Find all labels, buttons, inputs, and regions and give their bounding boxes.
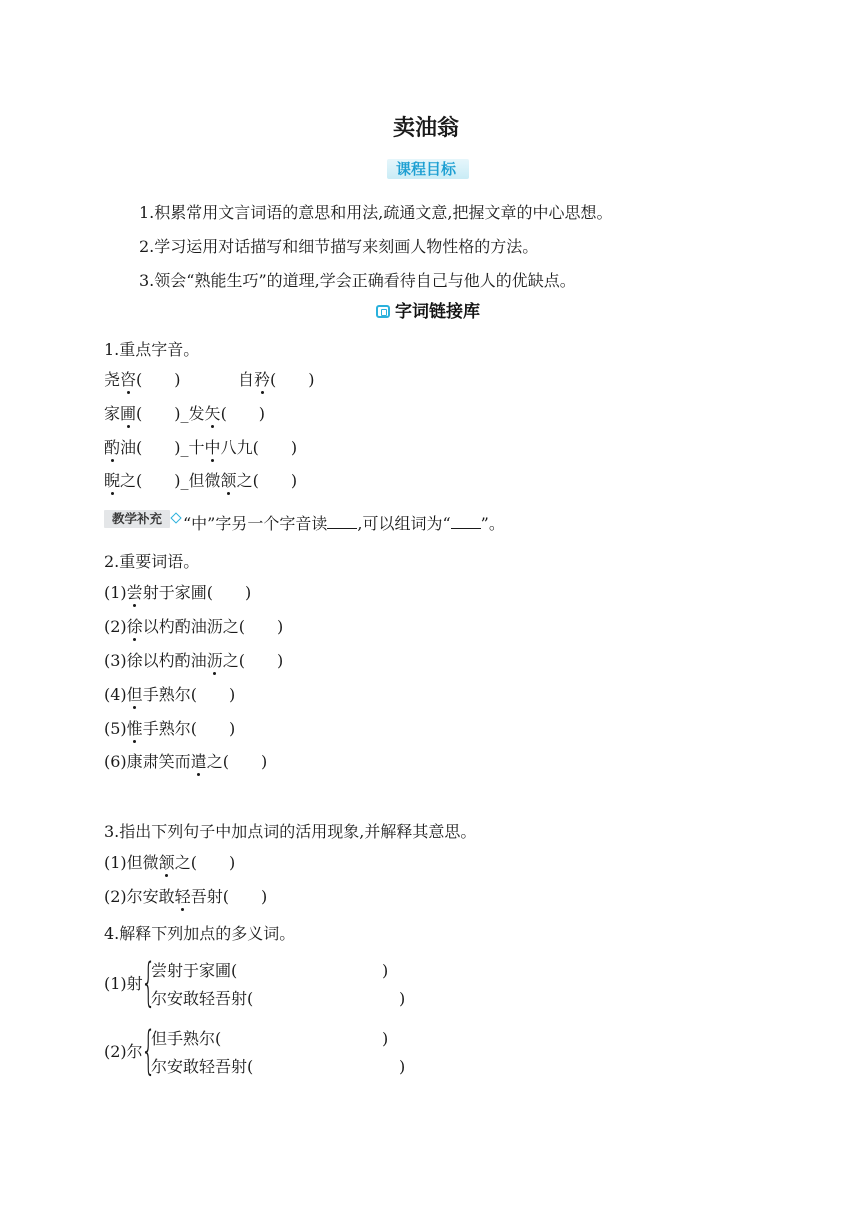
dotted-char: 酌 (104, 438, 121, 457)
answer-blank[interactable] (327, 514, 357, 529)
dotted-char: 徐 (126, 617, 143, 636)
q1-heading: 1.重点字音。 (104, 340, 200, 359)
dotted-char: 矢 (204, 404, 221, 423)
q2-item: (3)徐以杓酌油沥之( ) (104, 651, 284, 670)
q2-heading: 2.重要词语。 (104, 552, 200, 571)
q3-item: (2)尔安敢轻吾射( ) (104, 887, 268, 906)
goal-item-1: 1.积累常用文言词语的意思和用法,疏通文意,把握文章的中心思想。 (139, 203, 613, 222)
supplement-text: “中”字另一个字音读 ,可以组词为“ ”。 (183, 514, 505, 533)
q4-line: 尝射于家圃( (151, 961, 238, 980)
q1-row1-b: 自矜( ) (238, 370, 315, 389)
q3-item: (1)但微颔之( ) (104, 853, 236, 872)
answer-blank[interactable] (451, 514, 481, 529)
goal-item-3: 3.领会“熟能生巧”的道理,学会正确看待自己与他人的优缺点。 (139, 271, 576, 290)
q1-row4: 睨之( )_但微颔之( ) (104, 471, 298, 490)
dotted-char: 尝 (126, 583, 143, 602)
dotted-char: 遣 (190, 752, 207, 771)
goal-item-2: 2.学习运用对话描写和细节描写来刻画人物性格的方法。 (139, 237, 539, 256)
dotted-char: 睨 (104, 471, 121, 490)
q4-group-label: (1)射 (104, 974, 143, 993)
diamond-icon (170, 512, 181, 523)
dotted-char: 圃 (120, 404, 137, 423)
dotted-char: 轻 (174, 887, 191, 906)
q2-item: (5)惟手熟尔( ) (104, 719, 236, 738)
dotted-char: 但 (126, 685, 143, 704)
dotted-char: 惟 (126, 719, 143, 738)
q4-group-label: (2)尔 (104, 1042, 143, 1061)
word-section-heading: 字词链接库 (395, 302, 480, 322)
q1-row1-a: 尧咨( ) (104, 370, 181, 389)
q2-item: (1)尝射于家圃( ) (104, 583, 252, 602)
q4-line: 但手熟尔( (151, 1029, 222, 1048)
book-icon (376, 305, 390, 318)
dotted-char: 中 (204, 438, 221, 457)
course-goals-label: 课程目标 (396, 160, 457, 178)
q4-line-close: ) (399, 989, 406, 1008)
dotted-char: 咨 (120, 370, 137, 389)
q3-heading: 3.指出下列句子中加点词的活用现象,并解释其意思。 (104, 822, 477, 841)
q2-item: (2)徐以杓酌油沥之( ) (104, 617, 284, 636)
teaching-supplement-badge: 教学补充 (104, 510, 170, 528)
q1-row2: 家圃( )_发矢( ) (104, 404, 266, 423)
q2-item: (4)但手熟尔( ) (104, 685, 236, 704)
q4-line: 尔安敢轻吾射( (151, 1057, 254, 1076)
dotted-char: 颔 (158, 853, 175, 872)
brace-icon: { (141, 953, 156, 1013)
dotted-char: 沥 (206, 651, 223, 670)
q4-line-close: ) (382, 961, 389, 980)
dotted-char: 矜 (254, 370, 271, 389)
q2-item: (6)康肃笑而遣之( ) (104, 752, 268, 771)
brace-icon: { (141, 1021, 156, 1081)
dotted-char: 颔 (220, 471, 237, 490)
q1-row3: 酌油( )_十中八九( ) (104, 438, 298, 457)
page-title: 卖油翁 (393, 116, 460, 141)
q4-line-close: ) (399, 1057, 406, 1076)
q4-line-close: ) (382, 1029, 389, 1048)
q4-heading: 4.解释下列加点的多义词。 (104, 924, 296, 943)
q4-line: 尔安敢轻吾射( (151, 989, 254, 1008)
